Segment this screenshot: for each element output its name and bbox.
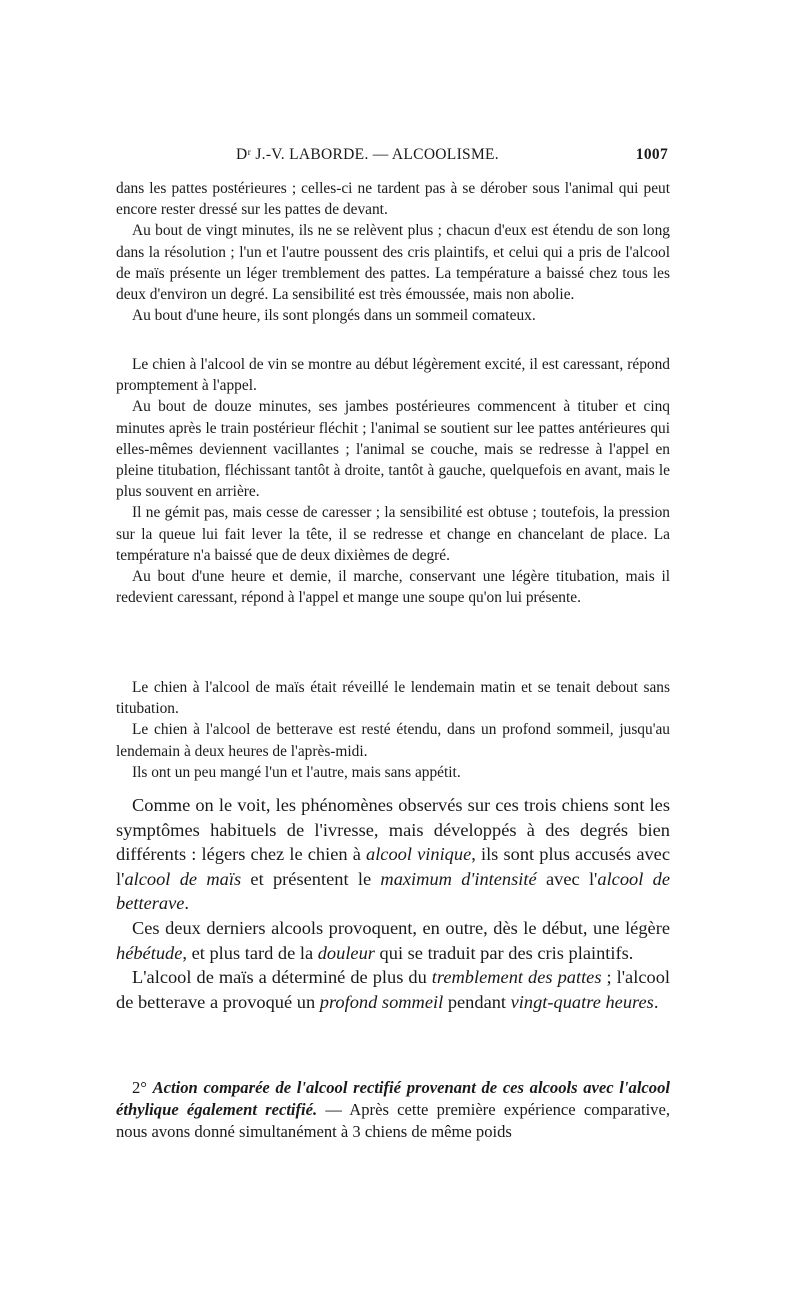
paragraph: Au bout de vingt minutes, ils ne se relèvent plus ; chacun d'eux est étendu de son long dans la résolution ; l'un et l'autre poussent des cris plaintifs, et celui qui a pris de l'alcool de maïs présente un léger tremblement des pattes. La température a baissé chez tous les deux d'environ un degré. La sensibilité est très émoussée, mais non abolie. (116, 222, 670, 304)
section-2-intro (116, 1077, 670, 1143)
conclusion-paragraph-3 (116, 965, 670, 1014)
text-run: L'alcool de maïs a déterminé de plus du (132, 967, 432, 988)
paragraph: Ils ont un peu mangé l'un et l'autre, mais sans appétit. (132, 763, 461, 781)
text-run: pendant (443, 991, 511, 1012)
conclusion-paragraph-2 (116, 916, 670, 965)
emphasis: maximum d'intensité (380, 868, 537, 889)
text-run: — Après cette première expérience comparative, nous avons donné simultanément à 3 chiens de même poids (116, 1100, 670, 1141)
paragraph: Le chien à l'alcool de vin se montre au début légèrement excité, il est caressant, répond promptement à l'appel. (116, 356, 670, 395)
observation-block-1 (116, 178, 670, 326)
paragraph: Le chien à l'alcool de betterave est resté étendu, dans un profond sommeil, jusqu'au lendemain à deux heures de l'après-midi. (116, 721, 670, 760)
section-heading: Action comparée de l'alcool rectifié provenant de ces alcools avec l'alcool éthylique également rectifié. (116, 1078, 670, 1119)
emphasis: tremblement des pattes (431, 967, 602, 988)
text-run: . (653, 991, 659, 1012)
observation-block-wine (116, 354, 670, 608)
emphasis: alcool de maïs (124, 868, 242, 889)
emphasis: alcool de betterave (116, 868, 670, 914)
emphasis: douleur (317, 942, 375, 963)
section-paragraph (116, 1077, 670, 1143)
text-run: ; l'alcool de betterave a provoqué un (116, 967, 670, 1012)
paragraph: dans les pattes postérieures ; celles-ci ne tardent pas à se dérober sous l'animal qui peut encore rester dressé sur les pattes de devant. (116, 180, 670, 219)
text-run: , ils sont plus accusés avec l' (116, 844, 671, 889)
text-run: qui se traduit par des cris plaintifs. (374, 942, 634, 963)
paragraph: Il ne gémit pas, mais cesse de caresser ; la sensibilité est obtuse ; toutefois, la pression sur la queue lui fait lever la tête, il se redresse et change en chancelant de place. La température n'a baissé que de deux dixièmes de degré. (116, 504, 670, 564)
paragraph: Le chien à l'alcool de maïs était réveillé le lendemain matin et se tenait debout sans titubation. (116, 679, 670, 718)
paragraph: Au bout de douze minutes, ses jambes postérieures commencent à tituber et cinq minutes après le train postérieur fléchit ; l'animal se soutient sur lee pattes antérieures qui elles-mêmes deviennent vacillantes ; l'animal se couche, mais se redresse à l'appel en pleine titubation, fléchissant tantôt à droite, tantôt à gauche, quelquefois en avant, mais le plus souvent en arrière. (116, 398, 670, 501)
text-run: et présentent le (241, 868, 381, 889)
paragraph: Au bout d'une heure et demie, il marche, conservant une légère titubation, mais il redevient caressant, répond à l'appel et mange une soupe qu'on lui présente. (116, 568, 670, 607)
page-number: 1007 (635, 146, 668, 163)
emphasis: hébétude (116, 942, 183, 963)
text-run: . (184, 893, 190, 914)
text-run: , et plus tard de la (182, 942, 318, 963)
text-run: avec l' (536, 868, 598, 889)
conclusion-paragraph-1 (116, 793, 670, 916)
text-run: Comme on le voit, les phénomènes observés sur ces trois chiens sont les symptômes habituels de l'ivresse, mais développés à des degrés bien différents : légers chez le chien à (116, 795, 670, 865)
running-title: Dʳ J.-V. LABORDE. — ALCOOLISME. (236, 146, 499, 163)
emphasis: alcool vinique (366, 844, 472, 865)
observation-block-next-day (116, 677, 670, 783)
emphasis: profond sommeil (319, 991, 444, 1012)
paragraph: Au bout d'une heure, ils sont plongés dans un sommeil comateux. (132, 307, 536, 325)
emphasis: vingt-quatre heures (510, 991, 654, 1012)
conclusion-block (116, 793, 670, 1014)
section-number: 2° (132, 1078, 147, 1097)
text-run: Ces deux derniers alcools provoquent, en outre, dès le début, une légère (132, 917, 670, 938)
page-header (116, 146, 668, 168)
